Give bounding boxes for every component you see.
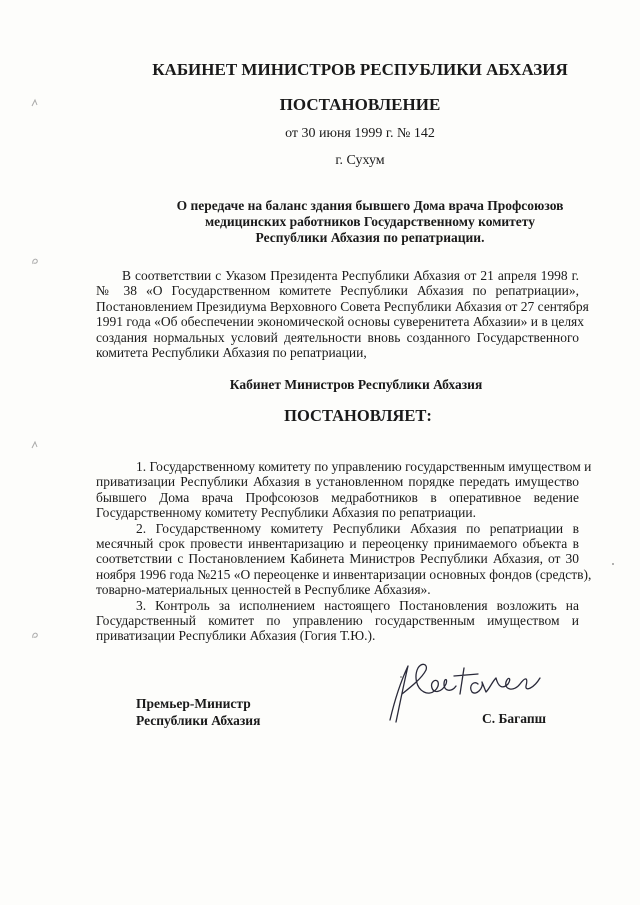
scan-speck [612,563,614,565]
preamble-line: создания нормальных условий деятельности вновь созданного Государственного [96,329,579,345]
item-line: 2. Государственному комитету Республики Абхазия по репатриации в [136,520,579,536]
item-line: 3. Контроль за исполнением настоящего Постановления возложить на [136,597,579,613]
item-line: месячный срок провести инвентаризацию и переоценку принимаемого объекта в [96,536,579,552]
item-line: Государственному комитету Республики Абхазия по репатриации. [96,505,476,521]
item-line: приватизации Республики Абхазия (Гогия Т.Ю.). [96,628,376,644]
preamble-line: комитета Республики Абхазия по репатриации, [96,345,367,361]
decree-word: ПОСТАНОВЛЯЕТ: [284,406,432,425]
signatory-name: С. Багапш [482,711,547,726]
cabinet-line: Кабинет Министров Республики Абхазия [229,377,483,392]
document-type: ПОСТАНОВЛЕНИЕ [279,95,441,114]
preamble-line: № 38 «О Государственном комитете Республики Абхазия по репатриации», [96,283,579,299]
preamble-line: Постановлением Президиума Верховного Совета Республики Абхазия от 27 сентября [96,298,589,314]
item-line: соответствии с Постановлением Кабинета Министров Республики Абхазия, от 30 [96,551,579,567]
subject-line: медицинских работников Государственному комитету [204,214,536,229]
item-line: товарно-материальных ценностей в Республике Абхазия». [96,582,431,598]
signatory-position-line: Премьер-Министр [136,696,251,711]
date-number: от 30 июня 1999 г. № 142 [285,126,435,141]
preamble [96,268,589,361]
item-line: Государственный комитет по управлению государственным имуществом и [96,613,579,629]
item-line: ноября 1996 года №215 «О переоценке и инвентаризации основных фондов (средств), [96,566,592,582]
subject-line: О передаче на баланс здания бывшего Дома врача Профсоюзов [176,198,564,213]
decree-items [96,459,592,644]
punch-hole-mark [30,98,40,108]
handwritten-signature [378,648,578,728]
city: г. Сухум [335,153,385,168]
item-line: бывшего Дома врача Профсоюзов медработников в оперативное ведение [96,489,579,505]
item-line: 1. Государственному комитету по управлению государственным имуществом и [136,459,592,474]
preamble-line: 1991 года «Об обеспечении экономической основы суверенитета Абхазии» и в целях [96,314,585,330]
item-line: приватизации Республики Абхазия в установленном порядке передать имущество [96,474,579,490]
scan-speck [400,676,402,678]
signatory-position [136,695,260,729]
preamble-line: В соответствии с Указом Президента Республики Абхазия от 21 апреля 1998 г. [122,268,579,283]
punch-hole-mark [30,256,40,266]
document-subject [140,198,600,246]
signatory-position-line: Республики Абхазия [136,713,261,728]
punch-hole-mark [30,440,40,450]
subject-line: Республики Абхазия по репатриации. [255,230,485,245]
punch-hole-mark [30,630,40,640]
organization-title: КАБИНЕТ МИНИСТРОВ РЕСПУБЛИКИ АБХАЗИЯ [152,60,568,79]
